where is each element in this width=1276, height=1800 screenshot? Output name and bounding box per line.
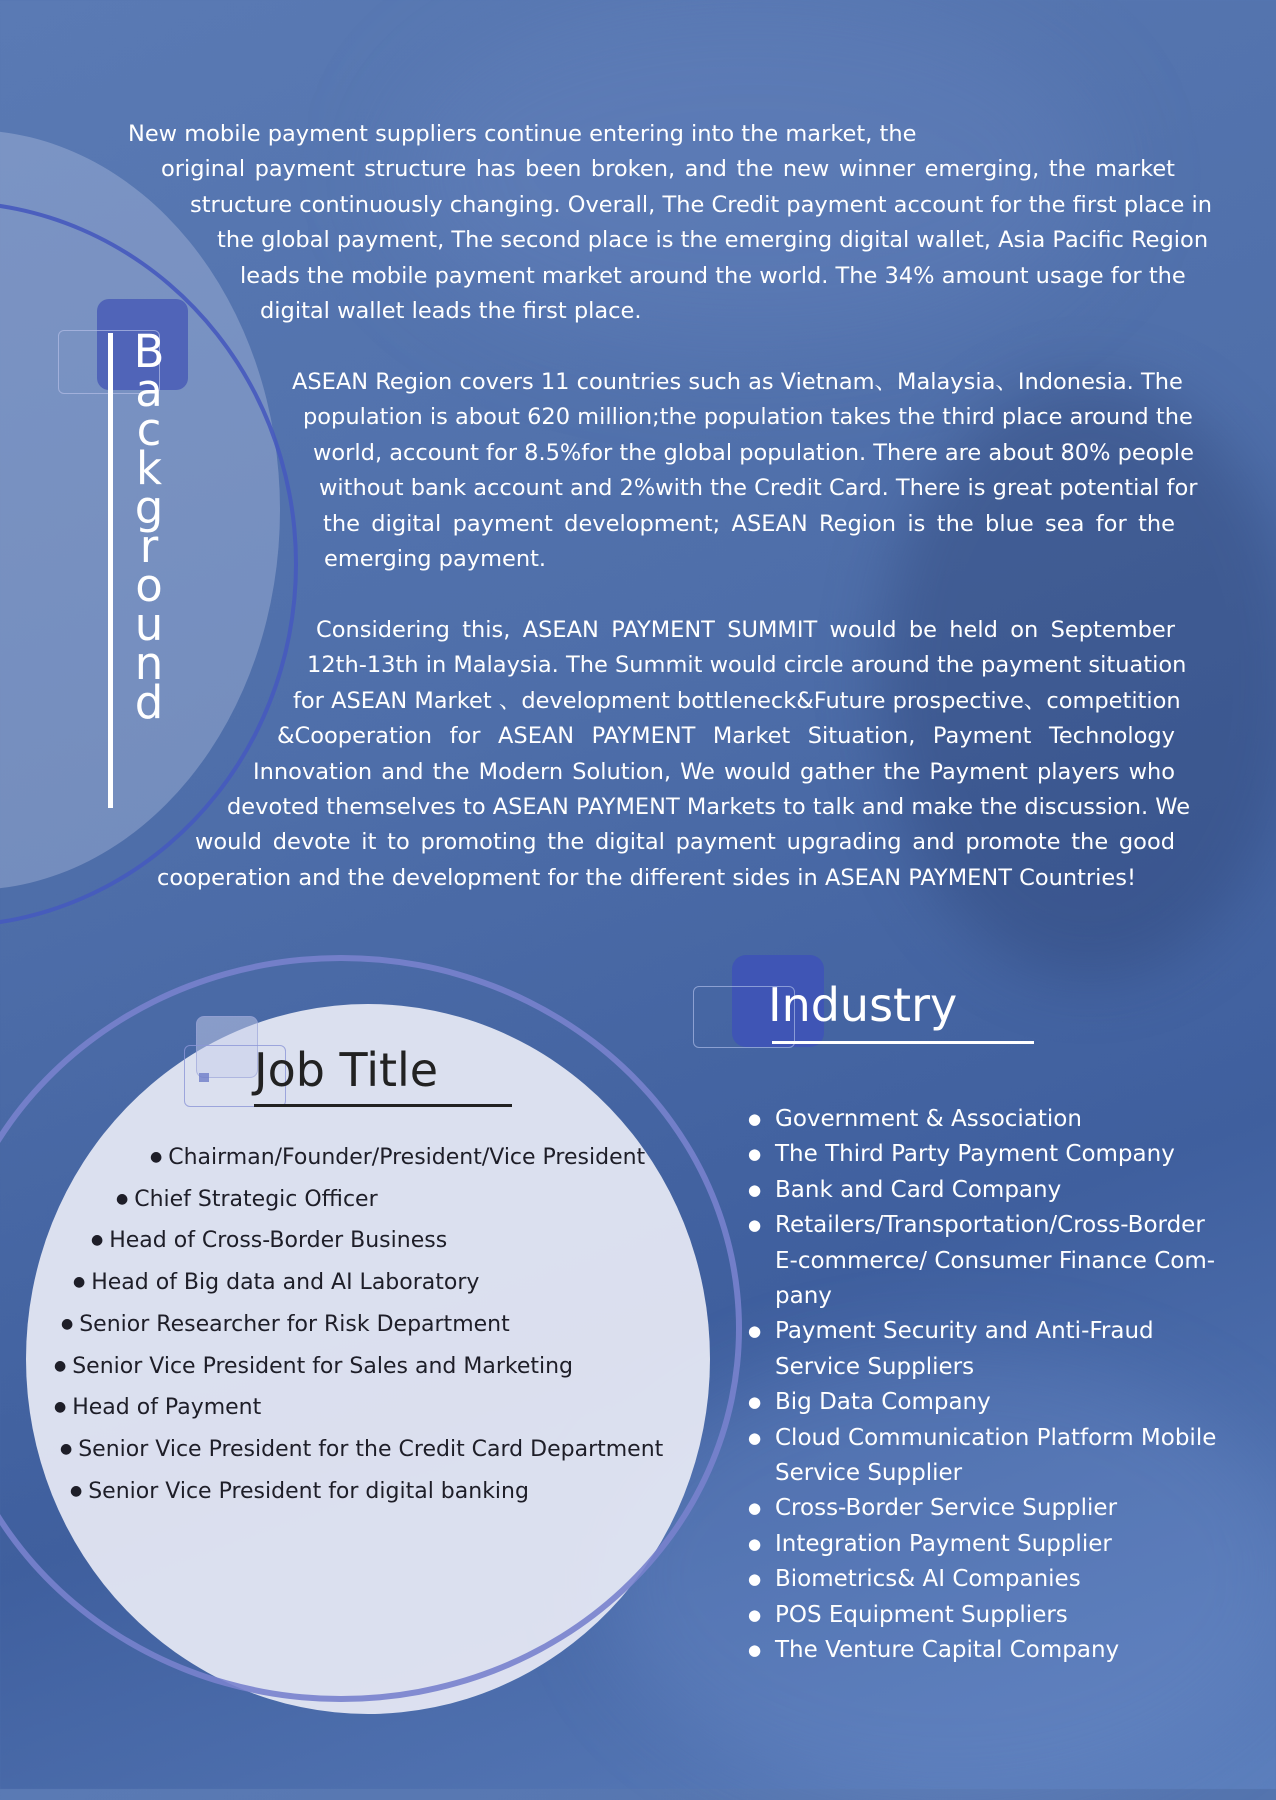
- job-title-item: ● Senior Researcher for Risk Department: [61, 1312, 510, 1337]
- paragraph-line: population is about 620 million;the population takes the third place around the: [303, 404, 1193, 431]
- background-paragraph-1: [0, 117, 1276, 329]
- paragraph-line: for ASEAN Market 、development bottleneck&Future prospective、competition: [293, 687, 1181, 714]
- paragraph-line: devoted themselves to ASEAN PAYMENT Markets to talk and make the discussion. We: [227, 794, 1191, 821]
- job-title-item: ● Chairman/Founder/President/Vice President: [150, 1145, 645, 1170]
- job-title-item: ● Head of Payment: [54, 1395, 261, 1420]
- background-paragraph-2: [0, 365, 1276, 577]
- industry-heading: Industry: [768, 978, 958, 1032]
- background-heading-letter: g: [134, 481, 164, 534]
- job-title-item: ● Head of Big data and AI Laboratory: [73, 1270, 479, 1295]
- background-heading-letter: r: [139, 520, 159, 573]
- paragraph-line: the digital payment development; ASEAN Region is the blue sea for the: [323, 510, 1175, 537]
- industry-item: ● Big Data Company: [748, 1385, 1228, 1420]
- industry-item: ● The Third Party Payment Company: [748, 1137, 1228, 1172]
- paragraph-line: original payment structure has been broken, and the new winner emerging, the market: [161, 156, 1175, 183]
- background-heading-letter: u: [134, 598, 164, 651]
- background-heading-letter: d: [134, 676, 164, 729]
- paragraph-line: world, account for 8.5%for the global population. There are about 80% people: [313, 439, 1194, 466]
- industry-item: ● Bank and Card Company: [748, 1173, 1228, 1208]
- industry-item: ● Integration Payment Supplier: [748, 1527, 1228, 1562]
- paragraph-line: emerging payment.: [324, 546, 547, 573]
- industry-list: [748, 1102, 1228, 1669]
- background-heading-letter: c: [136, 403, 162, 456]
- industry-item: ● Cross-Border Service Supplier: [748, 1491, 1228, 1526]
- paragraph-line: Considering this, ASEAN PAYMENT SUMMIT would be held on September: [316, 617, 1175, 643]
- background-paragraph-3: [0, 613, 1276, 896]
- industry-item: ● Government & Association: [748, 1102, 1228, 1137]
- job-title-item: ● Senior Vice President for the Credit Card Department: [60, 1437, 663, 1462]
- industry-item: ● POS Equipment Suppliers: [748, 1598, 1228, 1633]
- background-heading-letter: a: [135, 364, 163, 417]
- job-title-heading: Job Title: [254, 1043, 439, 1097]
- industry-item: ● Payment Security and Anti-Fraud Service Suppliers: [748, 1314, 1228, 1385]
- paragraph-line: would devote it to promoting the digital payment upgrading and promote the good: [195, 829, 1175, 856]
- paragraph-line: structure continuously changing. Overall, The Credit payment account for the first place in: [190, 191, 1212, 218]
- industry-item: ● The Venture Capital Company: [748, 1633, 1228, 1668]
- paragraph-line: &Cooperation for ASEAN PAYMENT Market Situation, Payment Technology: [277, 723, 1175, 750]
- paragraph-line: cooperation and the development for the different sides in ASEAN PAYMENT Countries!: [157, 864, 1137, 891]
- paragraph-line: leads the mobile payment market around the world. The 34% amount usage for the: [240, 262, 1186, 289]
- paragraph-line: the global payment, The second place is the emerging digital wallet, Asia Pacific Region: [217, 227, 1209, 254]
- job-title-underline: [254, 1104, 512, 1107]
- paragraph-line: Innovation and the Modern Solution, We would gather the Payment players who: [253, 758, 1175, 785]
- job-title-item: ● Senior Vice President for digital banking: [70, 1479, 529, 1504]
- industry-item: ● Retailers/Transportation/Cross-Border E-commerce/ Consumer Finance Com-pany: [748, 1208, 1228, 1314]
- heading-accent-dot: [199, 1073, 209, 1082]
- background-heading-letter: o: [135, 559, 163, 612]
- background-heading-letter: k: [135, 442, 163, 495]
- paragraph-line: 12th-13th in Malaysia. The Summit would circle around the payment situation: [307, 652, 1187, 679]
- paragraph-line: digital wallet leads the first place.: [260, 298, 642, 325]
- paragraph-line: without bank account and 2%with the Credit Card. There is great potential for: [319, 475, 1198, 502]
- job-title-item: ● Head of Cross-Border Business: [91, 1228, 447, 1253]
- industry-item: ● Cloud Communication Platform Mobile Service Supplier: [748, 1421, 1228, 1492]
- background-heading-letter: n: [134, 637, 164, 690]
- job-title-item: ● Senior Vice President for Sales and Marketing: [54, 1354, 573, 1379]
- job-title-item: ● Chief Strategic Officer: [116, 1187, 378, 1212]
- background-heading-letter: B: [133, 325, 165, 378]
- industry-underline: [772, 1041, 1034, 1044]
- paragraph-line: New mobile payment suppliers continue entering into the market, the: [128, 121, 917, 147]
- industry-item: ● Biometrics& AI Companies: [748, 1562, 1228, 1597]
- paragraph-line: ASEAN Region covers 11 countries such as Vietnam、Malaysia、Indonesia. The: [292, 369, 1183, 395]
